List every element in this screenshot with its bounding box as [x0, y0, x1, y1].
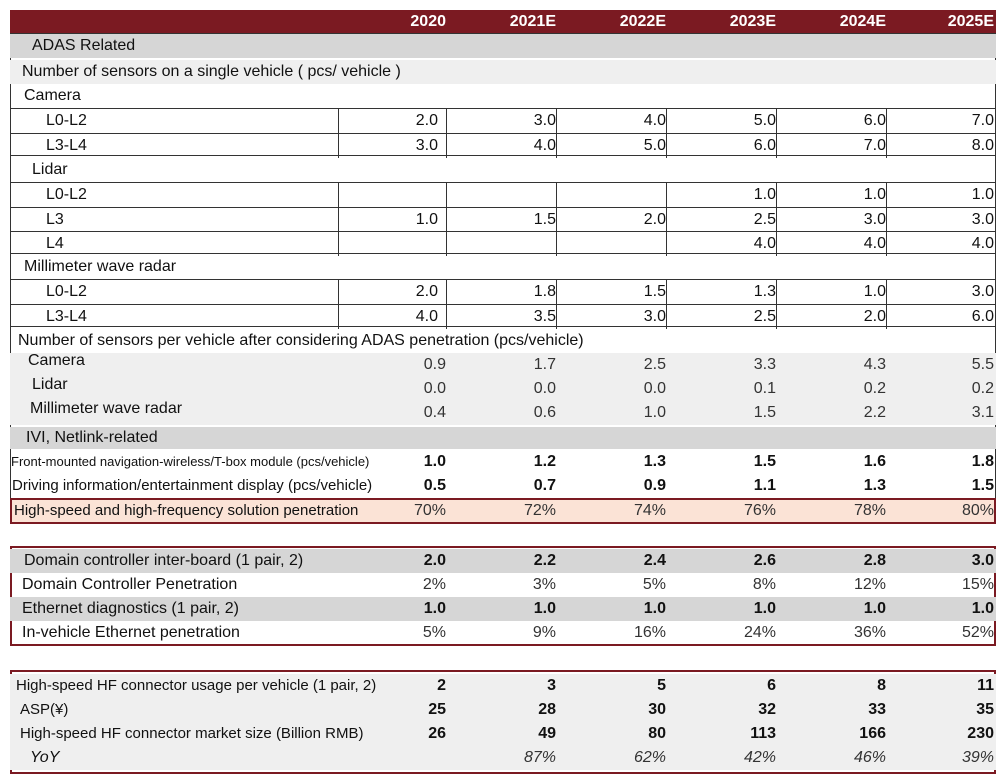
row-label: L3-L4	[46, 137, 87, 154]
table-cell: 1.0	[666, 183, 776, 207]
table-cell: 9%	[532, 624, 556, 641]
row-label: YoY	[30, 749, 60, 766]
table-cell: 62%	[633, 749, 666, 766]
table-cell: 1.2	[533, 453, 556, 470]
table-row	[10, 621, 996, 645]
row-label: Ethernet diagnostics (1 pair, 2)	[22, 600, 240, 617]
table-cell: 4.0	[776, 232, 886, 256]
table-cell: 70%	[413, 502, 446, 519]
table-cell: 80%	[961, 502, 994, 519]
table-cell: 0.5	[423, 477, 446, 494]
table-cell: 74%	[633, 502, 666, 519]
table-cell: 1.5	[753, 453, 776, 470]
table-row	[10, 674, 996, 698]
table-cell: 35	[976, 701, 994, 718]
table-cell: 4.3	[863, 356, 886, 373]
group-title: Camera	[24, 87, 81, 104]
row-label: Front-mounted navigation-wireless/T-box module (pcs/vehicle)	[11, 454, 370, 469]
table-cell: 5.5	[971, 356, 994, 373]
table-row	[10, 109, 996, 133]
section-sensors-pen	[10, 329, 996, 353]
row-label: Driving information/entertainment display (pcs/vehicle)	[12, 477, 373, 494]
table-cell: 113	[750, 725, 776, 742]
table-cell	[446, 232, 556, 256]
section-sensors-single	[10, 60, 996, 84]
table-row	[10, 280, 996, 304]
table-cell: 230	[967, 725, 994, 742]
table-cell	[338, 232, 438, 256]
table-cell: 2.0	[423, 552, 446, 569]
table-cell: 3.1	[971, 404, 994, 421]
table-row	[10, 474, 996, 498]
table-cell: 1.0	[886, 183, 994, 207]
group-lidar	[10, 158, 996, 182]
table-cell: 0.0	[533, 380, 556, 397]
table-row	[10, 597, 996, 621]
table-cell: 1.5	[556, 280, 666, 304]
table-cell: 1.6	[863, 453, 886, 470]
table-cell: 3.0	[886, 208, 994, 232]
table-cell: 1.3	[863, 477, 886, 494]
year-header: 2023E	[729, 13, 776, 30]
table-cell: 0.2	[971, 380, 994, 397]
table-cell: 2.0	[556, 208, 666, 232]
row-label: L3-L4	[46, 308, 87, 325]
table-cell: 2.0	[338, 109, 438, 133]
table-cell: 2.2	[863, 404, 886, 421]
table-cell: 0.9	[643, 477, 666, 494]
table-cell: 3.0	[556, 305, 666, 329]
table-cell: 0.0	[643, 380, 666, 397]
table-cell	[446, 183, 556, 207]
table-cell: 1.8	[971, 453, 994, 470]
row-label: Millimeter wave radar	[30, 400, 183, 417]
table-cell: 52%	[961, 624, 994, 641]
table-cell: 2	[437, 677, 446, 694]
table-cell: 1.0	[643, 404, 666, 421]
table-row	[10, 698, 996, 722]
table-row	[10, 183, 996, 207]
table-cell: 2.4	[643, 552, 666, 569]
row-label: L0-L2	[46, 283, 87, 300]
table-cell: 1.0	[643, 600, 666, 617]
table-cell: 5%	[642, 576, 666, 593]
table-row	[10, 231, 996, 256]
table-cell: 3.0	[886, 280, 994, 304]
table-cell: 36%	[853, 624, 886, 641]
table-cell: 30	[648, 701, 666, 718]
table-cell: 1.0	[863, 600, 886, 617]
table-cell: 3.5	[446, 305, 556, 329]
table-cell: 26	[428, 725, 446, 742]
table-cell: 1.5	[971, 477, 994, 494]
table-row	[10, 450, 996, 474]
table-cell: 4.0	[886, 232, 994, 256]
row-label: L4	[46, 235, 64, 252]
table-row	[10, 746, 996, 770]
table-row	[10, 573, 996, 597]
table-cell: 1.0	[753, 600, 776, 617]
table-row	[10, 304, 996, 329]
table-cell: 3.3	[753, 356, 776, 373]
row-label: Lidar	[32, 376, 68, 393]
table-cell: 49	[538, 725, 556, 742]
table-cell: 80	[648, 725, 666, 742]
table-cell: 72%	[523, 502, 556, 519]
table-cell: 2.2	[533, 552, 556, 569]
row-label: Domain Controller Penetration	[22, 576, 238, 593]
table-cell: 1.5	[753, 404, 776, 421]
lidar-grid	[10, 182, 996, 254]
year-header: 2021E	[509, 13, 556, 30]
table-cell: 1.0	[971, 600, 994, 617]
table-cell: 2%	[422, 576, 446, 593]
table-row	[10, 722, 996, 746]
pen-block	[10, 353, 996, 425]
table-cell: 33	[868, 701, 886, 718]
table-cell: 2.0	[776, 305, 886, 329]
table-cell: 2.5	[666, 208, 776, 232]
header-row	[10, 10, 996, 33]
table-cell: 4.0	[666, 232, 776, 256]
table-cell: 11	[977, 677, 994, 694]
table-cell: 6.0	[886, 305, 994, 329]
table-row	[10, 207, 996, 232]
table-cell: 2.5	[666, 305, 776, 329]
table-row	[10, 401, 996, 425]
table-cell: 0.1	[753, 380, 776, 397]
table-cell: 3.0	[446, 109, 556, 133]
table-cell: 1.3	[643, 453, 666, 470]
table-cell: 4.0	[446, 134, 556, 158]
table-cell: 1.0	[533, 600, 556, 617]
group-radar	[10, 255, 996, 279]
section-ivi	[10, 427, 996, 449]
table-cell: 42%	[743, 749, 776, 766]
table-cell: 6	[767, 677, 776, 694]
table-cell: 0.0	[423, 380, 446, 397]
table-cell: 1.5	[446, 208, 556, 232]
table-row	[10, 549, 996, 573]
group-camera	[10, 84, 996, 108]
radar-grid	[10, 279, 996, 327]
table-cell: 12%	[853, 576, 886, 593]
year-header: 2022E	[619, 13, 666, 30]
table-cell: 28	[538, 701, 556, 718]
table-cell: 1.3	[666, 280, 776, 304]
table-cell: 7.0	[776, 134, 886, 158]
table-cell	[346, 746, 446, 770]
table-cell: 2.6	[753, 552, 776, 569]
table-cell: 3%	[532, 576, 556, 593]
table-cell: 1.0	[423, 453, 446, 470]
table-cell: 2.5	[643, 356, 666, 373]
table-cell: 24%	[743, 624, 776, 641]
table-cell: 78%	[853, 502, 886, 519]
camera-grid	[10, 108, 996, 156]
row-label: High-speed HF connector usage per vehicle (1 pair, 2)	[16, 677, 377, 694]
table-cell: 1.1	[753, 477, 776, 494]
table-cell: 2.0	[338, 280, 438, 304]
table-cell: 3.0	[776, 208, 886, 232]
table-cell: 39%	[961, 749, 994, 766]
row-label: L0-L2	[46, 112, 87, 129]
table-cell: 25	[428, 701, 446, 718]
table-row	[10, 133, 996, 158]
table-cell: 16%	[633, 624, 666, 641]
table-cell: 1.0	[776, 183, 886, 207]
row-label: Domain controller inter-board (1 pair, 2)	[24, 552, 304, 569]
table-cell: 1.0	[338, 208, 438, 232]
row-label: High-speed and high-frequency solution penetration	[14, 502, 359, 519]
table-cell: 2.8	[863, 552, 886, 569]
row-label: L3	[46, 211, 64, 228]
row-label: High-speed HF connector market size (Billion RMB)	[20, 725, 364, 742]
row-label: L0-L2	[46, 186, 87, 203]
table-cell: 1.0	[423, 600, 446, 617]
table-cell: 5.0	[666, 109, 776, 133]
table-cell: 1.7	[533, 356, 556, 373]
table-cell: 1.0	[776, 280, 886, 304]
table-cell: 87%	[523, 749, 556, 766]
table-cell: 3	[547, 677, 556, 694]
table-cell: 4.0	[556, 109, 666, 133]
table-cell: 0.7	[533, 477, 556, 494]
table-cell: 3.0	[338, 134, 438, 158]
table-cell: 5.0	[556, 134, 666, 158]
row-label: ASP(¥)	[20, 701, 69, 718]
table-cell: 166	[859, 725, 886, 742]
section-title: Number of sensors per vehicle after considering ADAS penetration (pcs/vehicle)	[18, 332, 584, 349]
year-header: 2025E	[947, 13, 994, 30]
table-cell: 8%	[752, 576, 776, 593]
table-cell: 0.4	[423, 404, 446, 421]
table-cell	[338, 183, 438, 207]
table-cell: 76%	[743, 502, 776, 519]
group-title: Millimeter wave radar	[24, 258, 177, 275]
table-row	[10, 353, 996, 377]
table-cell: 6.0	[776, 109, 886, 133]
section-title: IVI, Netlink-related	[26, 429, 158, 446]
row-label: In-vehicle Ethernet penetration	[22, 624, 240, 641]
table-cell: 8	[877, 677, 886, 694]
section-title: ADAS Related	[32, 37, 136, 54]
table-cell	[556, 232, 666, 256]
table-cell: 46%	[853, 749, 886, 766]
row-label: Camera	[28, 352, 85, 369]
table-cell: 4.0	[338, 305, 438, 329]
table-cell: 1.8	[446, 280, 556, 304]
table-cell: 6.0	[666, 134, 776, 158]
table-cell: 7.0	[886, 109, 994, 133]
table-cell: 15%	[961, 576, 994, 593]
table-cell: 5	[657, 677, 666, 694]
table-cell: 32	[758, 701, 776, 718]
table-cell: 0.6	[533, 404, 556, 421]
year-header: 2020	[410, 13, 446, 30]
group-title: Lidar	[32, 161, 68, 178]
section-adas	[10, 34, 996, 58]
year-header: 2024E	[839, 13, 886, 30]
table-cell: 5%	[422, 624, 446, 641]
hs-penetration-row	[10, 499, 996, 523]
table-cell: 3.0	[971, 552, 994, 569]
table-cell	[556, 183, 666, 207]
table-cell: 0.9	[423, 356, 446, 373]
table-cell: 0.2	[863, 380, 886, 397]
section-title: Number of sensors on a single vehicle ( pcs/ vehicle )	[22, 63, 401, 80]
table-cell: 8.0	[886, 134, 994, 158]
